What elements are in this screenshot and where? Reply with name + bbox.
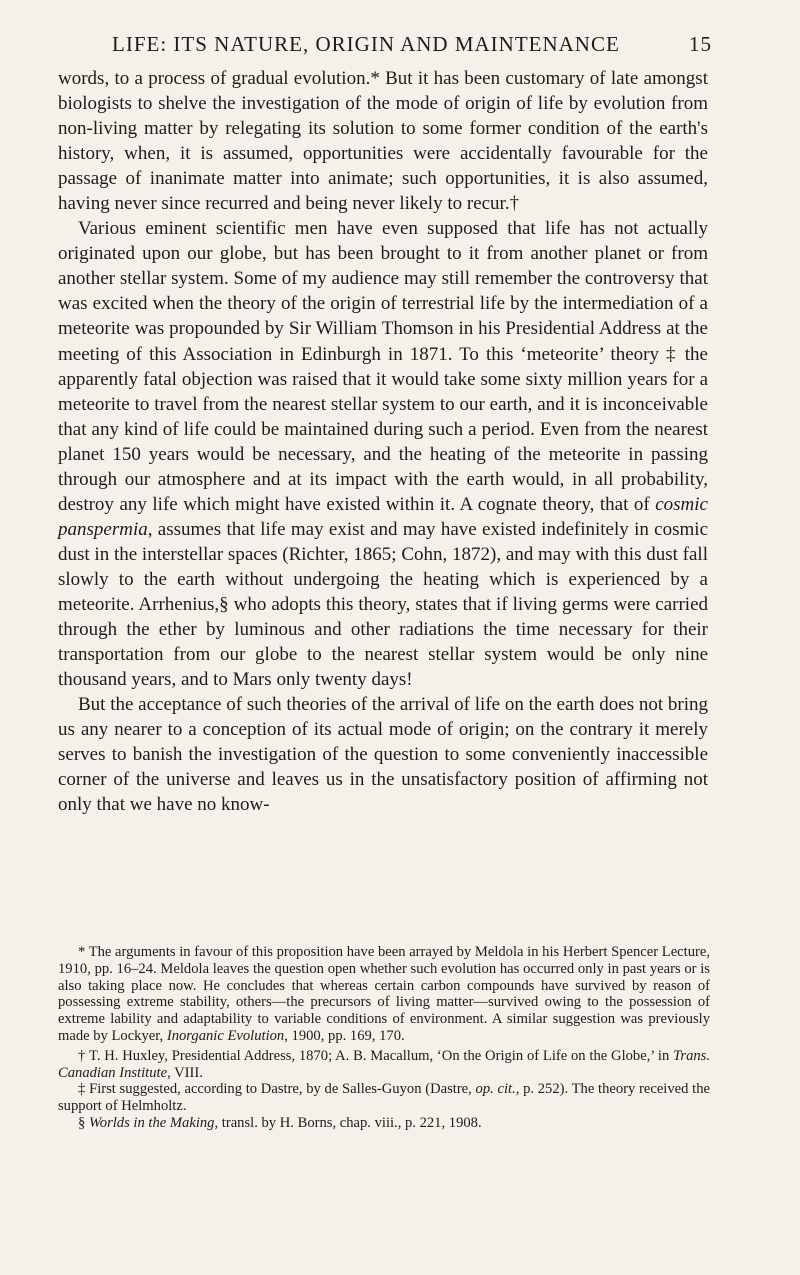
footnote-3-italic: op. cit. [475, 1081, 516, 1098]
paragraph-2-italic: cosmic panspermia [58, 493, 708, 540]
footnote-4-text-a: § [78, 1114, 89, 1131]
footnote-4-italic: Worlds in the Making [88, 1114, 215, 1131]
page-number: 15 [689, 32, 712, 56]
paragraph-2-text-b: , assumes that life may exist and may have existed indefinitely in cosmic dust in the interstellar spaces (Richter, 1865; Cohn, 1872), and may with this dust fall slowly to the earth without undergoing the heating which is experienced by a meteorite. Arrhenius,§ who adopts this theory, states that if living germs were carried through the ether by luminous and other radiations the time necessary for their transportation from our globe to the nearest stellar system would be only nine thousand years, and to Mars only twenty days! [58, 518, 708, 691]
paragraph-2 [58, 216, 708, 692]
footnotes [58, 944, 710, 1132]
main-text [58, 66, 708, 817]
footnote-3-text-a: ‡ First suggested, according to Dastre, by de Salles-Guyon (Dastre, [78, 1081, 476, 1098]
footnote-4 [58, 1115, 710, 1132]
paragraph-2-text-a: Various eminent scientific men have even supposed that life has not actually originated upon our globe, but has been brought to it from another planet or from another stellar system. Some of my audience may still remember the controversy that was excited when the theory of the origin of terrestrial life by the intermediation of a meteorite was propounded by Sir William Thomson in his Presidential Address at the meeting of this Association in Edinburgh in 1871. To this ‘meteorite’ theory ‡ the apparently fatal objection was raised that it would take some sixty million years for a meteorite to travel from the nearest stellar system to our earth, and it is inconceivable that any kind of life could be maintained during such a period. Even from the nearest planet 150 years would be necessary, and the heating of the meteorite in passing through our atmosphere and at its impact with the earth would, in all probability, destroy any life which might have existed within it. A cognate theory, that of [58, 218, 708, 515]
paragraph-1-text: words, to a process of gradual evolution.* But it has been customary of late amongst biologists to shelve the investigation of the mode of origin of life by evolution from non-living matter by relegating its solution to some former condition of the earth's history, when, it is assumed, opportunities were accidentally favourable for the passage of inanimate matter into animate; such opportunities, it is also assumed, having never since recurred and being never likely to recur.† [58, 68, 708, 215]
running-title: LIFE: ITS NATURE, ORIGIN AND MAINTENANCE [112, 32, 620, 56]
footnote-1-text-b: , 1900, pp. 169, 170. [284, 1027, 405, 1044]
footnote-3 [58, 1081, 710, 1115]
footnote-1 [58, 944, 710, 1045]
paragraph-1 [58, 66, 708, 216]
footnote-1-text-a: * The arguments in favour of this proposition have been arrayed by Meldola in his Herbert Spencer Lecture, 1910, pp. 16–24. Meldola leaves the question open whether such evolution has occurred only in past years or is also taking place now. He concludes that whereas certain carbon compounds have survived by reason of possessing extreme stability, others—the precursors of living matter—survived owing to the possession of extreme lability and adaptability to variable conditions of environment. A similar suggestion was previously made by Lockyer, [58, 944, 710, 1044]
footnote-2-text-a: † T. H. Huxley, Presidential Address, 1870; A. B. Macallum, ‘On the Origin of Life on the Globe,’ in [78, 1047, 674, 1064]
footnote-3-text-b: , p. 252). The theory received the support of Helmholtz. [58, 1081, 710, 1115]
footnote-2-text-b: , VIII. [167, 1064, 203, 1081]
running-header [112, 32, 712, 60]
footnote-1-italic: Inorganic Evolution [166, 1027, 285, 1044]
paragraph-3-text: But the acceptance of such theories of the arrival of life on the earth does not bring us any nearer to a conception of its actual mode of origin; on the contrary it merely serves to banish the investigation of the question to some conveniently inaccessible corner of the universe and leaves us in the unsatisfactory position of affirming not only that we have no know- [58, 694, 708, 816]
footnote-2 [58, 1048, 710, 1082]
footnote-4-text-b: , transl. by H. Borns, chap. viii., p. 221, 1908. [214, 1114, 482, 1131]
footnote-2-italic: Trans. Canadian Institute [58, 1047, 710, 1081]
paragraph-3 [58, 692, 708, 817]
